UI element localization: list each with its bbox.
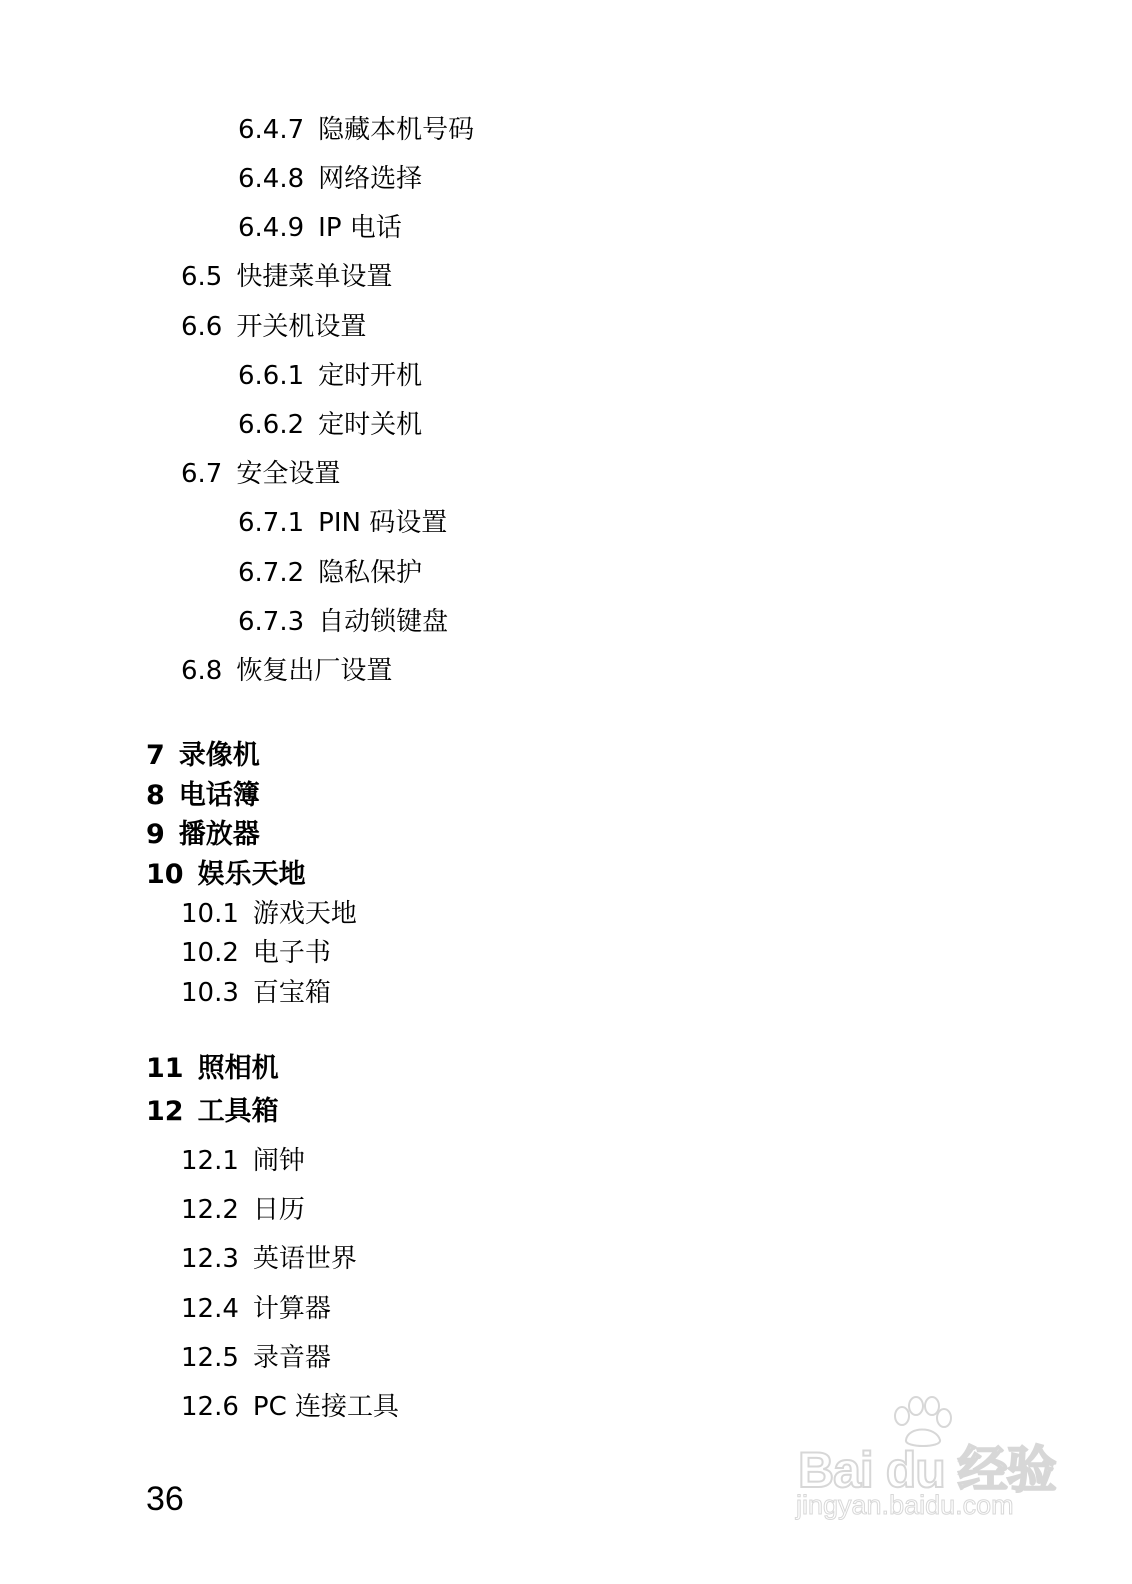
page-number: 36 [146,1480,184,1518]
toc-number: 12.2 [181,1195,239,1225]
toc-entry [181,901,357,927]
toc-title: 娱乐天地 [197,859,306,890]
toc-number: 12.1 [181,1146,239,1176]
toc-number: 6.8 [181,656,223,686]
toc-title: 工具箱 [197,1096,279,1127]
toc-number: 12.4 [181,1294,239,1324]
toc-title: 英语世界 [252,1244,357,1274]
toc-title: 录音器 [252,1343,331,1373]
toc-number: 6.5 [181,262,223,292]
toc-entry [238,560,422,586]
toc-entry [181,980,331,1006]
toc-number: 12.6 [181,1392,239,1422]
toc-title: 快捷菜单设置 [236,262,393,292]
toc-title: PIN 码设置 [318,508,448,538]
toc-number: 6.4.7 [238,115,305,145]
toc-entry [238,215,402,241]
toc-entry [181,940,331,966]
toc-entry [238,412,422,438]
toc-title: 照相机 [197,1053,279,1084]
toc-chapter [146,1055,279,1082]
toc-entry [181,1296,331,1322]
toc-title: IP 电话 [318,213,402,243]
toc-number: 6.7.1 [238,508,305,538]
toc-entry [238,117,474,143]
toc-title: 计算器 [252,1294,331,1324]
toc-title: 电子书 [252,938,331,968]
toc-entry [181,264,392,290]
toc-entry [181,1394,399,1420]
toc-entry [181,1148,305,1174]
toc-number: 12.3 [181,1244,239,1274]
toc-number: 12 [146,1096,184,1127]
toc-title: 隐私保护 [318,558,423,588]
watermark-logo: Bai du 经验 [798,1442,1056,1498]
toc-number: 10.3 [181,978,239,1008]
toc-entry [181,314,366,340]
toc-title: 电话簿 [178,780,260,811]
toc-title: 开关机设置 [236,312,367,342]
toc-number: 6.7 [181,459,223,489]
toc-number: 6.6 [181,312,223,342]
toc-entry [181,461,340,487]
toc-title: 安全设置 [236,459,341,489]
toc-entry [181,1246,357,1272]
toc-title: 定时关机 [318,410,423,440]
toc-number: 6.4.8 [238,164,305,194]
toc-title: PC 连接工具 [252,1392,399,1422]
toc-entry [181,1197,305,1223]
toc-title: 闹钟 [252,1146,305,1176]
toc-title: 日历 [252,1195,305,1225]
toc-entry [238,363,422,389]
toc-number: 12.5 [181,1343,239,1373]
toc-number: 10.1 [181,899,239,929]
toc-entry [181,1345,331,1371]
toc-number: 8 [146,780,165,811]
toc-title: 百宝箱 [252,978,331,1008]
toc-title: 网络选择 [318,164,423,194]
toc-chapter [146,742,260,769]
toc-entry [238,609,448,635]
toc-number: 10 [146,859,184,890]
toc-entry [238,166,422,192]
toc-chapter [146,1098,279,1125]
toc-title: 自动锁键盘 [318,607,449,637]
toc-entry [238,510,447,536]
toc-number: 6.4.9 [238,213,305,243]
toc-number: 6.7.2 [238,558,305,588]
toc-number: 6.6.1 [238,361,305,391]
toc-title: 播放器 [178,819,260,850]
toc-number: 7 [146,740,165,771]
toc-title: 定时开机 [318,361,423,391]
toc-title: 隐藏本机号码 [318,115,475,145]
toc-chapter [146,782,260,809]
toc-title: 游戏天地 [252,899,357,929]
toc-number: 6.7.3 [238,607,305,637]
toc-chapter [146,861,306,888]
toc-entry [181,658,392,684]
toc-title: 录像机 [178,740,260,771]
watermark [790,1396,1060,1526]
toc-number: 11 [146,1053,184,1084]
watermark-url: jingyan.baidu.com [796,1490,1014,1520]
toc-number: 9 [146,819,165,850]
toc-number: 10.2 [181,938,239,968]
toc-title: 恢复出厂设置 [236,656,393,686]
toc-chapter [146,821,260,848]
toc-number: 6.6.2 [238,410,305,440]
